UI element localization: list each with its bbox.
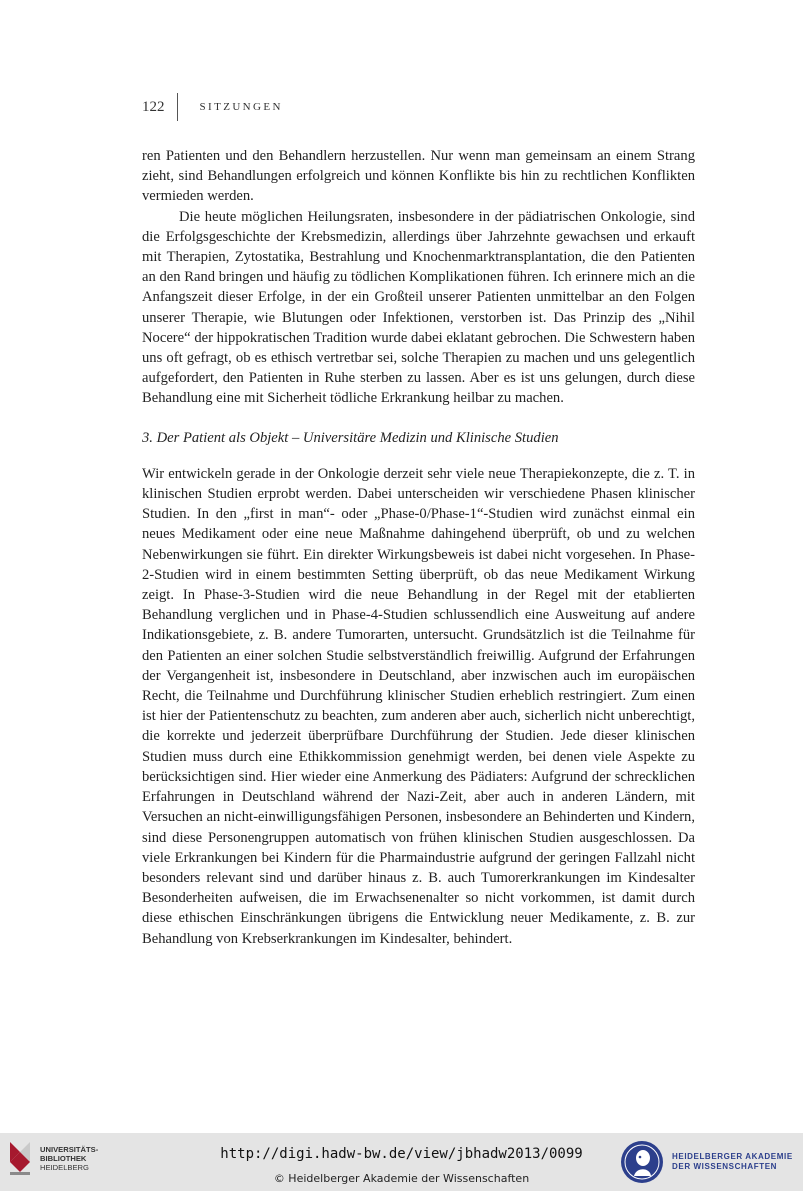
running-head: SITZUNGEN xyxy=(199,101,283,113)
page-header xyxy=(142,92,283,122)
paragraph-clinical-studies: Wir entwickeln gerade in der Onkologie derzeit sehr viele neue Therapiekonzepte, die z. T. in klinischen Studien erprobt werden. Dabei unterscheiden wir verschiedene Phasen klinischer Studien. In den „first in man“- oder „Phase-0/Phase-1“-Studien wird zunächst einmal ein neues Medikament oder eine neue Maßnahme dahingehend überprüft, ob und zu welchen Nebenwirkungen sie führt. Ein direkter Wirkungsbeweis ist dabei nicht vorgesehen. In Phase-2-Studien wird in einem bestimmten Setting überprüft, ob das neue Medikament Wirkung zeigt. In Phase-3-Studien wird die neue Behandlung in der Regel mit der etablierten Behandlung verglichen und in Phase-4-Studien schlussendlich eine Ausweitung auf andere Indikationsgebiete, z. B. andere Tumorarten, untersucht. Grundsätzlich ist die Teilnahme für den Patienten an einer solchen Studie selbstverständlich freiwillig. Aufgrund der Erfahrungen der Vergangenheit ist, insbesondere in Deutschland, aber inzwischen auch im europäischen Recht, die Teilnahme und Durchführung klinischer Studien erheblich restringiert. Zum einen ist hier der Patientenschutz zu beachten, zum anderen aber auch, sicherlich nicht unberechtigt, die korrekte und jederzeit überprüfbare Durchführung der Studien. Jede dieser klinischen Studien muss durch eine Ethikkommission genehmigt werden, bei denen viele Aspekte zu berücksichtigen sind. Hier wieder eine Anmerkung des Pädiaters: Aufgrund der schrecklichen Erfahrungen in Deutschland während der Nazi-Zeit, aber auch in anderen Ländern, mit Versuchen an nicht-einwilligungsfähigen Personen, insbesondere an Behinderten und Kindern, sind diese Personengruppen automatisch von frühen klinischen Studien ausgeschlossen. Da viele Erkrankungen bei Kindern für die Pharmaindustrie aufgrund der geringen Fallzahl nicht besonders relevant sind und darüber hinaus z. B. auch Tumorerkrankungen im Kindesalter Besonderheiten aufweisen, die im Erwachsenenalter so nicht vorkommen, ist damit durch diese ethischen Einschränkungen übrigens die Entwicklung neuer Medikamente, z. B. zur Behandlung von Krebserkrankungen im Kindesalter, behindert. xyxy=(142,465,695,947)
footer-bar xyxy=(0,1133,803,1191)
hadw-logo xyxy=(620,1140,793,1184)
page-body xyxy=(142,146,695,949)
page-number: 122 xyxy=(142,98,165,115)
hadw-logo-text xyxy=(672,1152,793,1172)
paragraph-healing-rates: Die heute möglichen Heilungsraten, insbesondere in der pädiatrischen Onkologie, sind die Erfolgsgeschichte der Krebsmedizin, allerdings über Jahrzehnte gewachsen und erkauft mit Therapien, Zytostatika, Bestrahlung und Knochenmarktransplantation, die den Patienten an den Rand bringen und häufig zu tödlichen Komplikationen führen. Ich erinnere mich an die Anfangszeit dieser Erfolge, in der ein Großteil unserer Patienten unmittelbar an den Folgen unserer Therapie, wie Blutungen oder Infektionen, verstorben ist. Das Prinzip des „Nihil Nocere“ der hippokratischen Tradition wurde dabei eklatant gebrochen. Die Schwestern haben uns oft gefragt, ob es ethisch vertretbar sei, solche Therapien zu machen und uns gelegentlich aufgefordert, den Patienten in Ruhe sterben zu lassen. Aber es ist uns gelungen, durch diese Behandlung eine mit Sicherheit tödliche Erkrankung heilbar zu machen. xyxy=(142,208,695,407)
copyright-notice: © Heidelberger Akademie der Wissenschaften xyxy=(273,1172,530,1185)
hadw-logo-line-2: DER WISSENSCHAFTEN xyxy=(672,1162,778,1171)
hadw-logo-line-1: HEIDELBERGER AKADEMIE xyxy=(672,1152,793,1161)
source-url-link[interactable]: http://digi.hadw-bw.de/view/jbhadw2013/0099 xyxy=(220,1146,583,1162)
academy-seal-icon xyxy=(620,1140,664,1184)
ub-logo-line-1: UNIVERSITÄTS- xyxy=(40,1144,99,1154)
section-heading: 3. Der Patient als Objekt – Universitäre Medizin und Klinische Studien xyxy=(142,429,559,446)
paragraph-continuation: ren Patienten und den Behandlern herzustellen. Nur wenn man gemeinsam an einem Strang zieht, sind Behandlungen erfolgreich und können Konflikte bis hin zu rechtlichen Konflikten vermieden werden. xyxy=(142,148,695,205)
header-divider xyxy=(177,93,178,121)
ub-logo-line-3: HEIDELBERG xyxy=(40,1162,89,1172)
ub-logo-line-2: BIBLIOTHEK xyxy=(40,1153,87,1163)
